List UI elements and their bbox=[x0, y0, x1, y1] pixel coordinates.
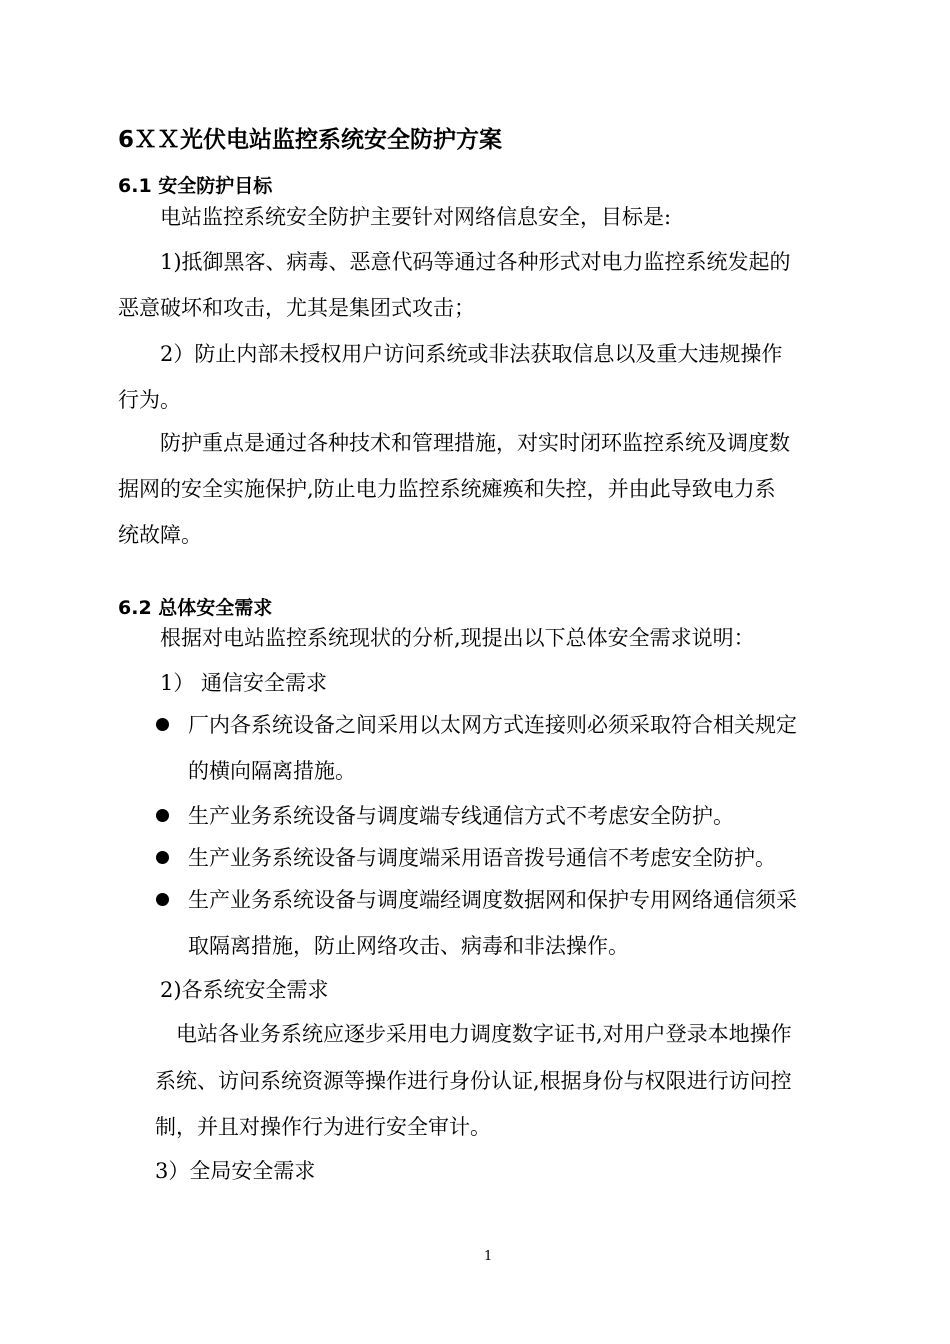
section-heading-6-2: 6.2 总体安全需求 bbox=[118, 597, 273, 619]
subheading-system-security: 2)各系统安全需求 bbox=[160, 978, 329, 1002]
page-title: 6ＸＸ光伏电站监控系统安全防护方案 bbox=[118, 127, 503, 153]
bullet-icon bbox=[156, 893, 169, 906]
paragraph-intro-2: 根据对电站监控系统现状的分析,现提出以下总体安全需求说明： bbox=[160, 626, 755, 650]
paragraph-intro: 电站监控系统安全防护主要针对网络信息安全，目标是: bbox=[160, 205, 672, 229]
paragraph-system-line1: 电站各业务系统应逐步采用电力调度数字证书,对用户登录本地操作 bbox=[176, 1022, 792, 1046]
bullet-item-3: 生产业务系统设备与调度端采用语音拨号通信不考虑安全防护。 bbox=[188, 846, 776, 870]
paragraph-focus-line3: 统故障。 bbox=[118, 523, 202, 547]
bullet-icon bbox=[156, 718, 169, 731]
paragraph-item1-line2: 恶意破坏和攻击，尤其是集团式攻击； bbox=[118, 296, 475, 320]
subheading-communication: 1） 通信安全需求 bbox=[160, 671, 328, 695]
bullet-item-4-line2: 取隔离措施，防止网络攻击、病毒和非法操作。 bbox=[188, 934, 629, 958]
bullet-item-1-line2: 的横向隔离措施。 bbox=[188, 759, 356, 783]
bullet-icon bbox=[156, 809, 169, 822]
paragraph-system-line3: 制，并且对操作行为进行安全审计。 bbox=[155, 1115, 491, 1139]
bullet-icon bbox=[156, 851, 169, 864]
subheading-global-security: 3）全局安全需求 bbox=[155, 1159, 316, 1183]
paragraph-focus-line2: 据网的安全实施保护,防止电力监控系统瘫痪和失控，并由此导致电力系 bbox=[118, 477, 776, 501]
section-heading-6-1: 6.1 安全防护目标 bbox=[118, 175, 273, 197]
bullet-item-1-line1: 厂内各系统设备之间采用以太网方式连接则必须采取符合相关规定 bbox=[188, 713, 797, 737]
page-number: 1 bbox=[484, 1249, 493, 1264]
paragraph-item2-line2: 行为。 bbox=[118, 388, 181, 412]
paragraph-item2-line1: 2）防止内部未授权用户访问系统或非法获取信息以及重大违规操作 bbox=[160, 342, 783, 366]
paragraph-focus-line1: 防护重点是通过各种技术和管理措施，对实时闭环监控系统及调度数 bbox=[160, 431, 790, 455]
paragraph-system-line2: 系统、访问系统资源等操作进行身份认证,根据身份与权限进行访问控 bbox=[155, 1069, 792, 1093]
paragraph-item1-line1: 1)抵御黑客、病毒、恶意代码等通过各种形式对电力监控系统发起的 bbox=[160, 250, 791, 274]
bullet-item-2: 生产业务系统设备与调度端专线通信方式不考虑安全防护。 bbox=[188, 804, 734, 828]
bullet-item-4-line1: 生产业务系统设备与调度端经调度数据网和保护专用网络通信须采 bbox=[188, 888, 797, 912]
